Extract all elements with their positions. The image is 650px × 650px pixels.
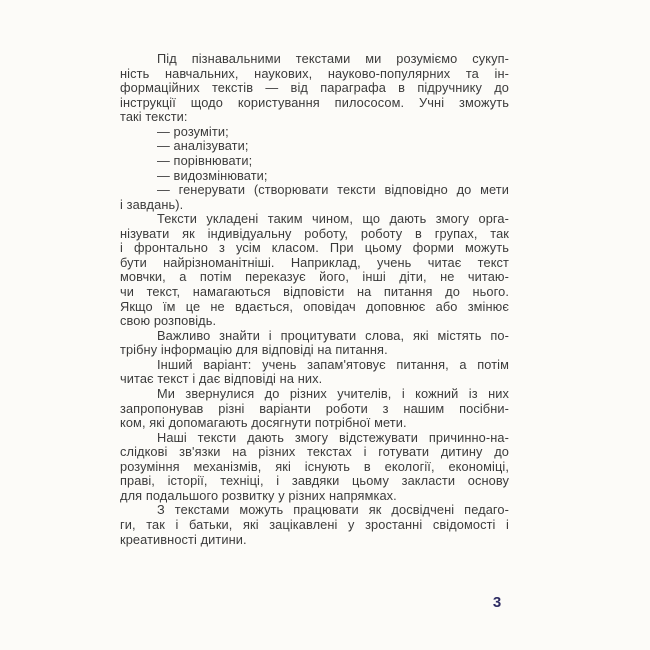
text-line: Наші тексти дають змогу відстежувати причинно-на- [157,429,509,445]
text-line: Якщо їм це не вдається, оповідач доповнює або змінює [120,298,509,314]
text-line: такі тексти: [120,109,188,125]
text-line: — генерувати (створювати тексти відповідно до мети [157,182,509,198]
text-line: читає текст і дає відповіді на них. [120,371,323,387]
text-line: Під пізнавальними текстами ми розуміємо сукуп- [157,51,509,66]
text-line: чи текст, намагаються відповісти на питання до нього. [120,284,509,299]
text-line: праві, історії, техніці, і завдяки цьому закласти основу [120,473,509,489]
text-line: З текстами можуть працювати як досвідчені педаго- [157,502,509,518]
text-line: свою розповідь. [120,313,217,329]
text-line: Інший варіант: учень запам'ятовує питання, а потім [157,356,509,372]
text-block [120,52,509,547]
text-line: Важливо знайти і процитувати слова, які містять по- [157,327,509,343]
text-line: Тексти укладені таким чином, що дають змогу орга- [157,211,509,227]
text-line: нізувати як індивідуальну роботу, роботу в групах, так [120,225,509,241]
text-line: для подальшого розвитку у різних напрямках. [120,487,397,503]
text-line: формаційних текстів — від параграфа в підручнику до [120,80,509,96]
page-number: 3 [492,594,502,611]
text-line: — розуміти; [157,123,229,139]
text-line: ність навчальних, наукових, науково-популярних та ін- [120,65,509,81]
text-line: — аналізувати; [157,138,249,154]
text-line: ком, які допомагають досягнути потрібної мети. [120,415,407,431]
text-line: бути найрізноманітніші. Наприклад, учень читає текст [120,254,509,270]
text-line: трібну інформацію для відповіді на питання. [120,342,388,358]
text-line: креативності дитини. [120,531,247,547]
text-line: розуміння механізмів, які існують в екології, економіці, [120,458,509,474]
text-line: — порівнювати; [157,152,253,168]
text-line: — видозмінювати; [157,167,268,183]
text-line: і завдань). [120,196,184,212]
text-line: запропонував різні варіанти роботи з нашим посібни- [120,400,509,416]
text-line: мовчки, а потім переказує його, інші діти, не читаю- [120,269,509,285]
text-line: і фронтально з усім класом. При цьому форми можуть [120,240,509,256]
text-line: Ми звернулися до різних учителів, і кожний із них [157,385,509,401]
text-line: слідкові зв'язки на різних текстах і готувати дитину до [120,444,509,460]
text-line: інструкції щодо користування пилососом. Учні зможуть [120,94,509,110]
text-line: ги, так і батьки, які зацікавлені у зростанні свідомості і [120,517,509,532]
